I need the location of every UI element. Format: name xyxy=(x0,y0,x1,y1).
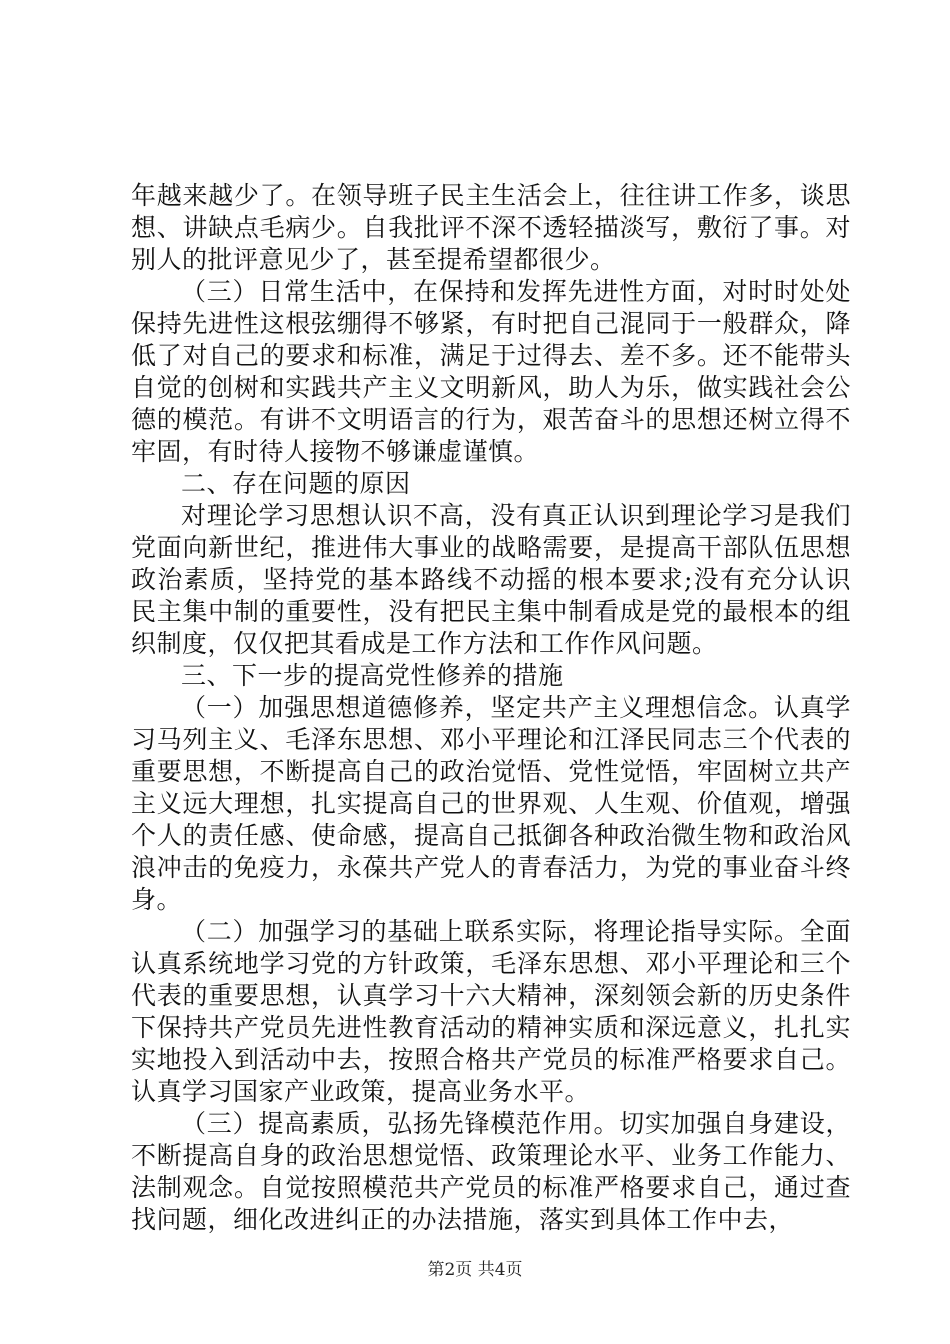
page-footer: 第2页 共4页 xyxy=(427,1260,523,1280)
paragraph-causes: 对理论学习思想认识不高，没有真正认识到理论学习是我们党面向新世纪，推进伟大事业的战略需要，是提高干部队伍思想政治素质，坚持党的基本路线不动摇的根本要求;没有充分认识民主集中制的重要性，没有把民主集中制看成是党的最根本的组织制度，仅仅把其看成是工作方法和工作作风问题。 xyxy=(131,501,851,658)
paragraph-continuation: 年越来越少了。在领导班子民主生活会上，往往讲工作多，谈思想、讲缺点毛病少。自我批评不深不透轻描淡写，敷衍了事。对别人的批评意见少了，甚至提希望都很少。 xyxy=(131,181,851,274)
paragraph-measure-1: （一）加强思想道德修养，坚定共产主义理想信念。认真学习马列主义、毛泽东思想、邓小平理论和江泽民同志三个代表的重要思想，不断提高自己的政治觉悟、党性觉悟，牢固树立共产主义远大理想，扎实提高自己的世界观、人生观、价值观，增强个人的责任感、使命感，提高自己抵御各种政治微生物和政治风浪冲击的免疫力，永葆共产党人的青春活力，为党的事业奋斗终身。 xyxy=(131,693,851,914)
section-heading-measures: 三、下一步的提高党性修养的措施 xyxy=(181,661,564,690)
section-heading-causes: 二、存在问题的原因 xyxy=(181,469,411,498)
paragraph-daily-life: （三）日常生活中，在保持和发挥先进性方面，对时时处处保持先进性这根弦绷得不够紧，有时把自己混同于一般群众，降低了对自己的要求和标准，满足于过得去、差不多。还不能带头自觉的创树和实践共产主义文明新风，助人为乐，做实践社会公德的模范。有讲不文明语言的行为，艰苦奋斗的思想还树立得不牢固，有时待人接物不够谦虚谨慎。 xyxy=(131,277,851,466)
document-body xyxy=(131,180,851,1236)
paragraph-measure-3: （三）提高素质，弘扬先锋模范作用。切实加强自身建设，不断提高自身的政治思想觉悟、政策理论水平、业务工作能力、法制观念。自觉按照模范共产党员的标准严格要求自己，通过查找问题，细化改进纠正的办法措施，落实到具体工作中去， xyxy=(131,1109,851,1234)
paragraph-measure-2: （二）加强学习的基础上联系实际，将理论指导实际。全面认真系统地学习党的方针政策，毛泽东思想、邓小平理论和三个代表的重要思想，认真学习十六大精神，深刻领会新的历史条件下保持共产党员先进性教育活动的精神实质和深远意义，扎扎实实地投入到活动中去，按照合格共产党员的标准严格要求自己。认真学习国家产业政策，提高业务水平。 xyxy=(131,917,851,1106)
